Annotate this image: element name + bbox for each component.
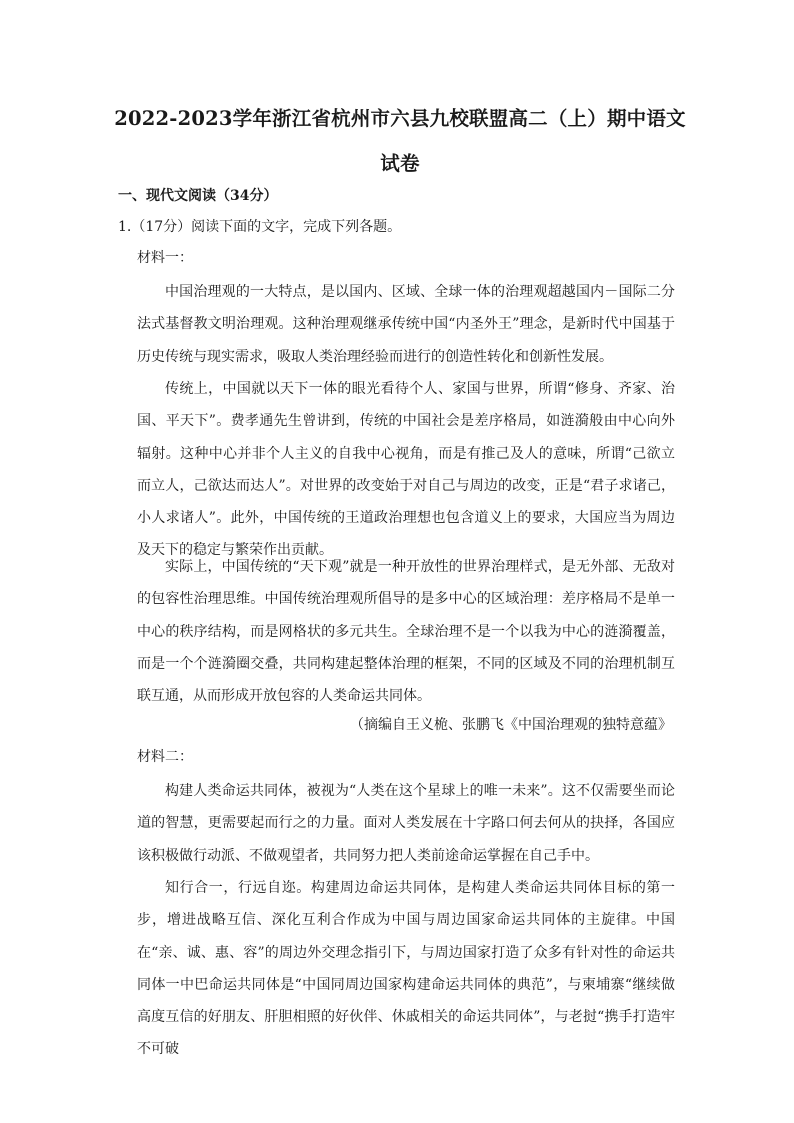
material1-paragraph-3: 实际上，中国传统的“天下观”就是一种开放性的世界治理样式，是无外部、无敌对的包容性治理思维。中国传统治理观所倡导的是多中心的区域治理：差序格局不是单一中心的秩序结构，而是网格状的多元共生。全球治理不是一个以我为中心的涟漪覆盖，而是一个个涟漪圈交叠，共同构建起整体治理的框架，不同的区域及不同的治理机制互联互通，从而形成开放包容的人类命运共同体。 (137, 559, 675, 705)
section-heading: 一、现代文阅读（34分） (118, 188, 278, 204)
material1-source: （摘编自王义桅、张鹏飞《中国治理观的独特意蕴》 (350, 717, 672, 733)
material2-label: 材料二： (137, 749, 193, 765)
document-title-line2: 试卷 (380, 152, 420, 175)
document-title-line1: 2022-2023学年浙江省杭州市六县九校联盟高二（上）期中语文 (114, 107, 686, 130)
material2-paragraph-2: 知行合一，行远自迩。构建周边命运共同体，是构建人类命运共同体目标的第一步，增进战略互信、深化互利合作成为中国与周边国家命运共同体的主旋律。中国在“亲、诚、惠、容”的周边外交理念指引下，与周边国家打造了众多有针对性的命运共同体一中巴命运共同体是“中国同周边国家构建命运共同体的典范”，与柬埔寨“继续做高度互信的好朋友、肝胆相照的好伙伴、休戚相关的命运共同体”，与老挝“携手打造牢不可破 (137, 880, 675, 1058)
question-intro: 1.（17分）阅读下面的文字，完成下列各题。 (118, 219, 402, 235)
material1-paragraph-2: 传统上，中国就以天下一体的眼光看待个人、家国与世界，所谓“修身、齐家、治国、平天下”。费孝通先生曾讲到，传统的中国社会是差序格局，如涟漪般由中心向外辐射。这种中心并非个人主义的自我中心视角，而是有推己及人的意味，所谓“己欲立而立人，己欲达而达人”。对世界的改变始于对自己与周边的改变，正是“君子求诸己，小人求诸人”。此外，中国传统的王道政治理想也包含道义上的要求，大国应当为周边及天下的稳定与繁荣作出贡献。 (137, 381, 675, 559)
material2-paragraph-1: 构建人类命运共同体，被视为“人类在这个星球上的唯一未来”。这不仅需要坐而论道的智慧，更需要起而行之的力量。面对人类发展在十字路口何去何从的抉择，各国应该积极做行动派、不做观望者，共同努力把人类前途命运掌握在自己手中。 (137, 783, 675, 864)
material1-paragraph-1: 中国治理观的一大特点，是以国内、区域、全球一体的治理观超越国内－国际二分法式基督教文明治理观。这种治理观继承传统中国“内圣外王”理念，是新时代中国基于历史传统与现实需求，吸取人类治理经验而进行的创造性转化和创新性发展。 (137, 284, 675, 365)
material1-label: 材料一： (137, 250, 193, 266)
